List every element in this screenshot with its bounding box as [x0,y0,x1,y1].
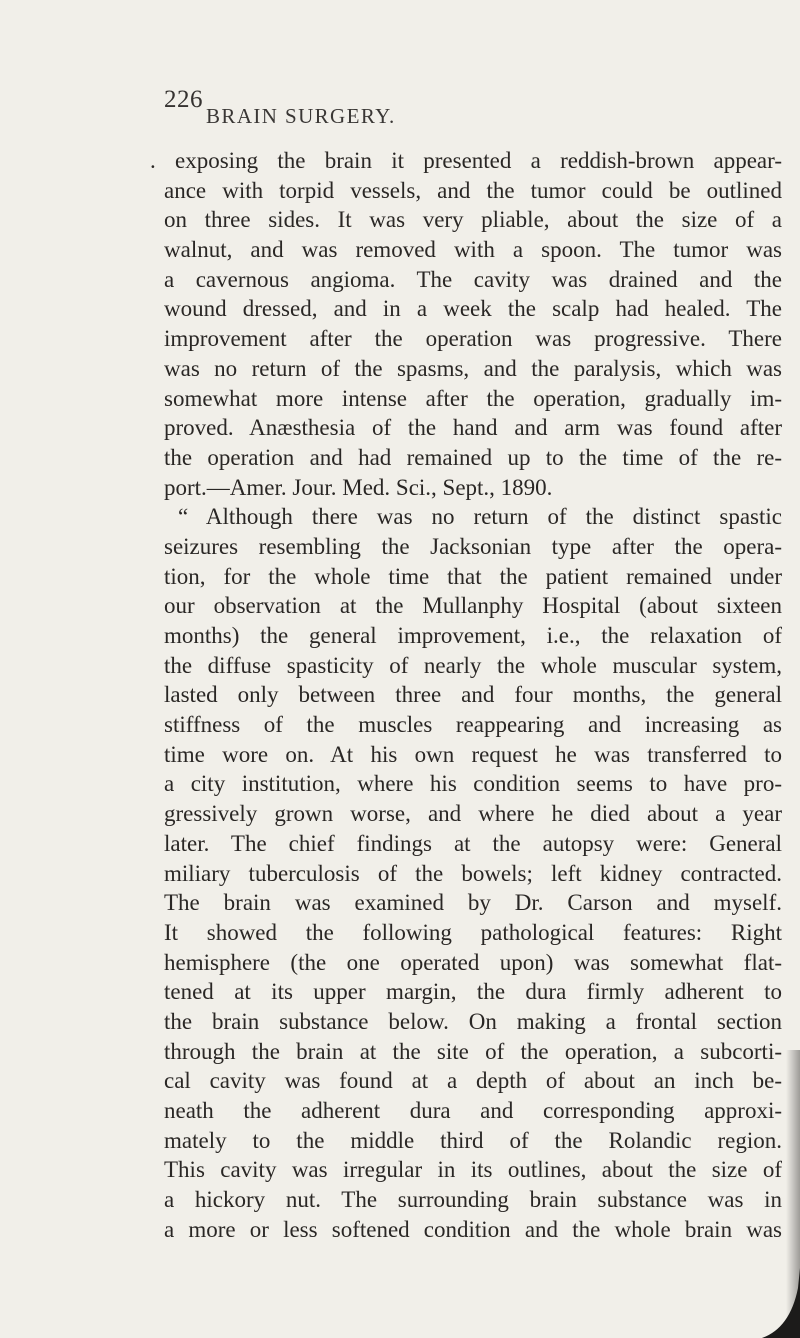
text-line: The brain was examined by Dr. Carson and myself. [164,890,782,916]
text-line: somewhat more intense after the operation, gradually im- [164,385,782,411]
text-line: tened at its upper margin, the dura firmly adherent to [164,979,782,1005]
text-line: our observation at the Mullanphy Hospital (about sixteen [164,593,782,619]
text-line: gressively grown worse, and where he died about a year [164,801,782,827]
text-line: the operation and had remained up to the time of the re- [164,444,782,470]
page-number: 226 [164,86,203,113]
page-corner-mark [762,1268,800,1338]
page-header [164,86,784,130]
text-line: later. The chief findings at the autopsy were: General [164,830,782,856]
text-line: “ Although there was no return of the distinct spastic [178,504,782,530]
text-line: neath the adherent dura and corresponding approxi- [164,1098,782,1123]
text-line: the diffuse spasticity of nearly the whole muscular system, [164,652,782,678]
text-line: a hickory nut. The surrounding brain substance was in [164,1187,782,1213]
text-line: miliary tuberculosis of the bowels; left kidney contracted. [164,860,782,886]
text-line: on three sides. It was very pliable, about the size of a [164,207,782,233]
text-line: was no return of the spasms, and the paralysis, which was [164,355,782,381]
text-line: mately to the middle third of the Rolandic region. [164,1127,782,1153]
text-line: proved. Anæsthesia of the hand and arm was found after [164,415,782,441]
text-line: lasted only between three and four months, the general [164,682,782,708]
text-line: time wore on. At his own request he was transferred to [164,741,782,767]
text-line: a cavernous angioma. The cavity was drained and the [164,266,782,292]
text-line: a city institution, where his condition seems to have pro- [164,771,782,797]
text-line: cal cavity was found at a depth of about an inch be- [164,1068,782,1094]
text-line: hemisphere (the one operated upon) was somewhat flat- [164,949,782,975]
text-line: ance with torpid vessels, and the tumor could be outlined [164,177,782,203]
text-line: a more or less softened condition and the whole brain was [164,1216,782,1242]
text-line: through the brain at the site of the operation, a subcorti- [164,1038,782,1064]
text-line: months) the general improvement, i.e., the relaxation of [164,623,782,648]
citation-line: port.—Amer. Jour. Med. Sci., Sept., 1890. [164,474,553,500]
text-line: tion, for the whole time that the patient remained under [164,563,782,589]
body-text [150,146,782,1244]
text-line: wound dressed, and in a week the scalp had healed. The [164,296,782,322]
text-line: walnut, and was removed with a spoon. The tumor was [164,237,782,263]
text-line: stiffness of the muscles reappearing and increasing as [164,712,782,738]
running-head: BRAIN SURGERY. [206,104,396,128]
text-line: It showed the following pathological features: Right [164,919,782,945]
text-line: . exposing the brain it presented a reddish-brown appear- [150,148,782,173]
text-line: improvement after the operation was progressive. There [164,326,782,352]
text-line: seizures resembling the Jacksonian type after the opera- [164,533,782,559]
text-line: This cavity was irregular in its outlines, about the size of [164,1157,782,1183]
text-line: the brain substance below. On making a frontal section [164,1008,782,1034]
